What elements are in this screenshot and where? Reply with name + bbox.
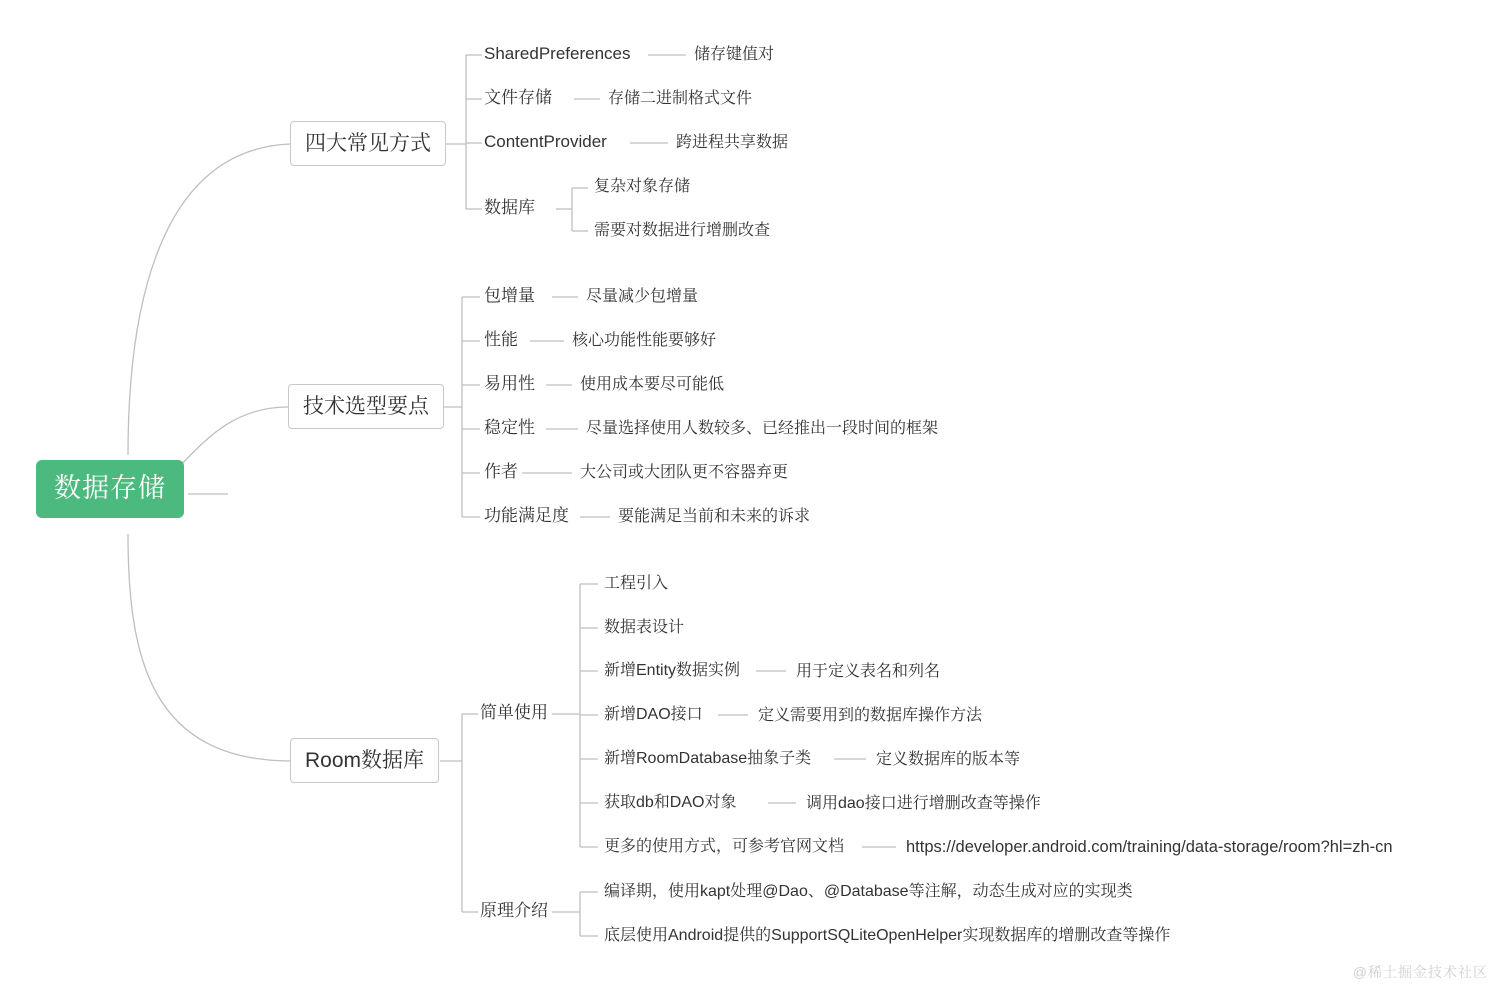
mindmap-leaf-author[interactable]: 作者 [484,462,518,481]
mindmap-leaf-project-import[interactable]: 工程引入 [604,575,669,592]
mindmap-leaf-performance-desc[interactable]: 核心功能性能要够好 [572,332,717,349]
mindmap-leaf-get-db-dao-desc[interactable]: 调用dao接口进行增删改查等操作 [806,795,1041,812]
mindmap-leaf-database[interactable]: 数据库 [484,198,535,217]
mindmap-leaf-add-dao-desc[interactable]: 定义需要用到的数据库操作方法 [758,707,983,724]
mindmap-root-node[interactable]: 数据存储 [36,460,184,518]
mindmap-leaf-sp-desc[interactable]: 储存键值对 [694,46,775,63]
mindmap-leaf-package-size[interactable]: 包增量 [484,286,535,305]
mindmap-leaf-usability[interactable]: 易用性 [484,374,535,393]
mindmap-leaf-usability-desc[interactable]: 使用成本要尽可能低 [580,376,725,393]
mindmap-leaf-stability-desc[interactable]: 尽量选择使用人数较多、已经推出一段时间的框架 [586,420,939,437]
mindmap-leaf-supportsqliteopenhelper[interactable]: 底层使用Android提供的SupportSQLiteOpenHelper实现数据库的增删改查等操作 [604,927,1171,944]
watermark-text: @稀土掘金技术社区 [1352,964,1488,980]
mindmap-branch-four-methods[interactable]: 四大常见方式 [290,121,446,166]
mindmap-leaf-add-roomdatabase-desc[interactable]: 定义数据库的版本等 [876,751,1021,768]
mindmap-branch-room-db[interactable]: Room数据库 [290,738,439,783]
mindmap-leaf-add-entity-desc[interactable]: 用于定义表名和列名 [796,663,941,680]
mindmap-leaf-feature-coverage[interactable]: 功能满足度 [484,506,569,525]
mindmap-leaf-database-crud[interactable]: 需要对数据进行增删改查 [594,222,771,239]
mindmap-leaf-database-complex-object[interactable]: 复杂对象存储 [594,178,691,195]
mindmap-leaf-room-docs-url[interactable]: https://developer.android.com/training/data-storage/room?hl=zh-cn [906,838,1393,856]
mindmap-leaf-sharedpreferences[interactable]: SharedPreferences [484,44,631,63]
mindmap-leaf-stability[interactable]: 稳定性 [484,418,535,437]
mindmap-leaf-performance[interactable]: 性能 [484,330,518,349]
mindmap-leaf-contentprovider[interactable]: ContentProvider [484,132,607,151]
mindmap-leaf-get-db-dao[interactable]: 获取db和DAO对象 [604,794,737,811]
mindmap-leaf-add-dao[interactable]: 新增DAO接口 [604,706,703,723]
mindmap-leaf-package-size-desc[interactable]: 尽量减少包增量 [586,288,699,305]
mindmap-leaf-add-roomdatabase[interactable]: 新增RoomDatabase抽象子类 [604,750,812,767]
mindmap-leaf-file-storage[interactable]: 文件存储 [484,88,552,107]
mindmap-leaf-contentprovider-desc[interactable]: 跨进程共享数据 [676,134,789,151]
mindmap-leaf-feature-coverage-desc[interactable]: 要能满足当前和未来的诉求 [618,508,811,525]
mindmap-leaf-more-usage[interactable]: 更多的使用方式，可参考官网文档 [604,838,845,855]
mindmap-leaf-file-storage-desc[interactable]: 存储二进制格式文件 [608,90,753,107]
mindmap-leaf-table-design[interactable]: 数据表设计 [604,619,685,636]
mindmap-sub-principle[interactable]: 原理介绍 [480,901,548,920]
mindmap-leaf-add-entity[interactable]: 新增Entity数据实例 [604,662,741,679]
mindmap-leaf-author-desc[interactable]: 大公司或大团队更不容器弃更 [580,464,789,481]
mindmap-sub-simple-usage[interactable]: 简单使用 [480,703,548,722]
mindmap-leaf-compile-time-kapt[interactable]: 编译期，使用kapt处理@Dao、@Database等注解，动态生成对应的实现类 [604,883,1133,900]
mindmap-branch-tech-selection[interactable]: 技术选型要点 [288,384,444,429]
